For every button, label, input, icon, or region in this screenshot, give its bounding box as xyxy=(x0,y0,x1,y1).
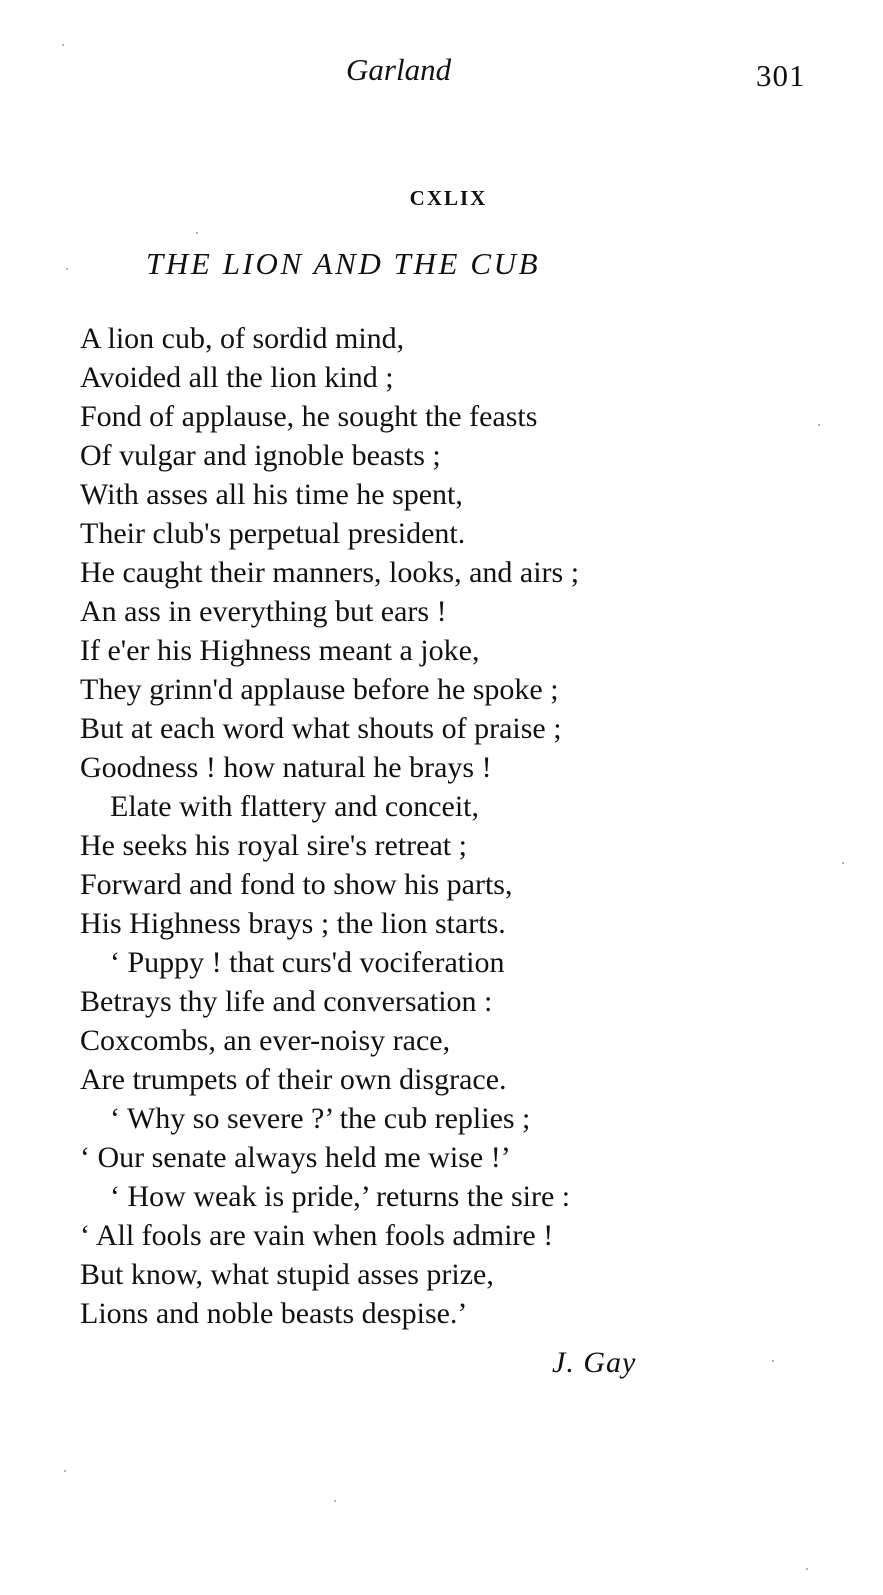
poem-line: ‘ All fools are vain when fools admire ! xyxy=(80,1219,554,1252)
poem-line: Of vulgar and ignoble beasts ; xyxy=(80,439,441,472)
poem-line: ‘ Puppy ! that curs'd vociferation xyxy=(110,946,505,979)
poem-body xyxy=(80,319,810,1333)
running-title: Garland xyxy=(346,52,452,87)
poem-line: But know, what stupid asses prize, xyxy=(80,1258,494,1291)
running-head xyxy=(0,52,883,92)
paper-speck xyxy=(334,1500,336,1502)
poem-line: A lion cub, of sordid mind, xyxy=(80,322,405,355)
poem-title: THE LION AND THE CUB xyxy=(146,246,541,281)
paper-speck xyxy=(64,1470,66,1472)
paper-speck xyxy=(842,862,844,864)
paper-speck xyxy=(196,232,198,234)
poem-line: ‘ Why so severe ?’ the cub replies ; xyxy=(110,1102,531,1135)
poem-line: Their club's perpetual president. xyxy=(80,517,466,550)
poem-line: Forward and fond to show his parts, xyxy=(80,868,513,901)
paper-speck xyxy=(66,268,68,270)
section-number: CXLIX xyxy=(409,186,488,210)
poem-line: Avoided all the lion kind ; xyxy=(80,361,394,394)
poem-line: Are trumpets of their own disgrace. xyxy=(80,1063,507,1096)
poem-line: But at each word what shouts of praise ; xyxy=(80,712,562,745)
poem-line: Elate with flattery and conceit, xyxy=(110,790,480,823)
poem-line: They grinn'd applause before he spoke ; xyxy=(80,673,559,706)
poem-line: Lions and noble beasts despise.’ xyxy=(80,1297,468,1330)
poem-line: Coxcombs, an ever-noisy race, xyxy=(80,1024,451,1057)
poem-line: An ass in everything but ears ! xyxy=(80,595,447,628)
poem-line: He caught their manners, looks, and airs ; xyxy=(80,556,580,589)
paper-speck xyxy=(772,1360,774,1362)
poem-line: Fond of applause, he sought the feasts xyxy=(80,400,538,433)
poem-line: With asses all his time he spent, xyxy=(80,478,463,511)
poem-line: ‘ Our senate always held me wise !’ xyxy=(80,1141,511,1174)
poem-line: He seeks his royal sire's retreat ; xyxy=(80,829,467,862)
poem-line: Goodness ! how natural he brays ! xyxy=(80,751,492,784)
paper-speck xyxy=(818,424,820,426)
page-number: 301 xyxy=(756,58,806,93)
poem-line: ‘ How weak is pride,’ returns the sire : xyxy=(110,1180,571,1213)
poem-attribution: J. Gay xyxy=(552,1346,637,1379)
poem-line: If e'er his Highness meant a joke, xyxy=(80,634,480,667)
paper-speck xyxy=(806,1568,808,1570)
poem-line: His Highness brays ; the lion starts. xyxy=(80,907,506,940)
poem-line: Betrays thy life and conversation : xyxy=(80,985,493,1018)
paper-speck xyxy=(62,44,64,46)
